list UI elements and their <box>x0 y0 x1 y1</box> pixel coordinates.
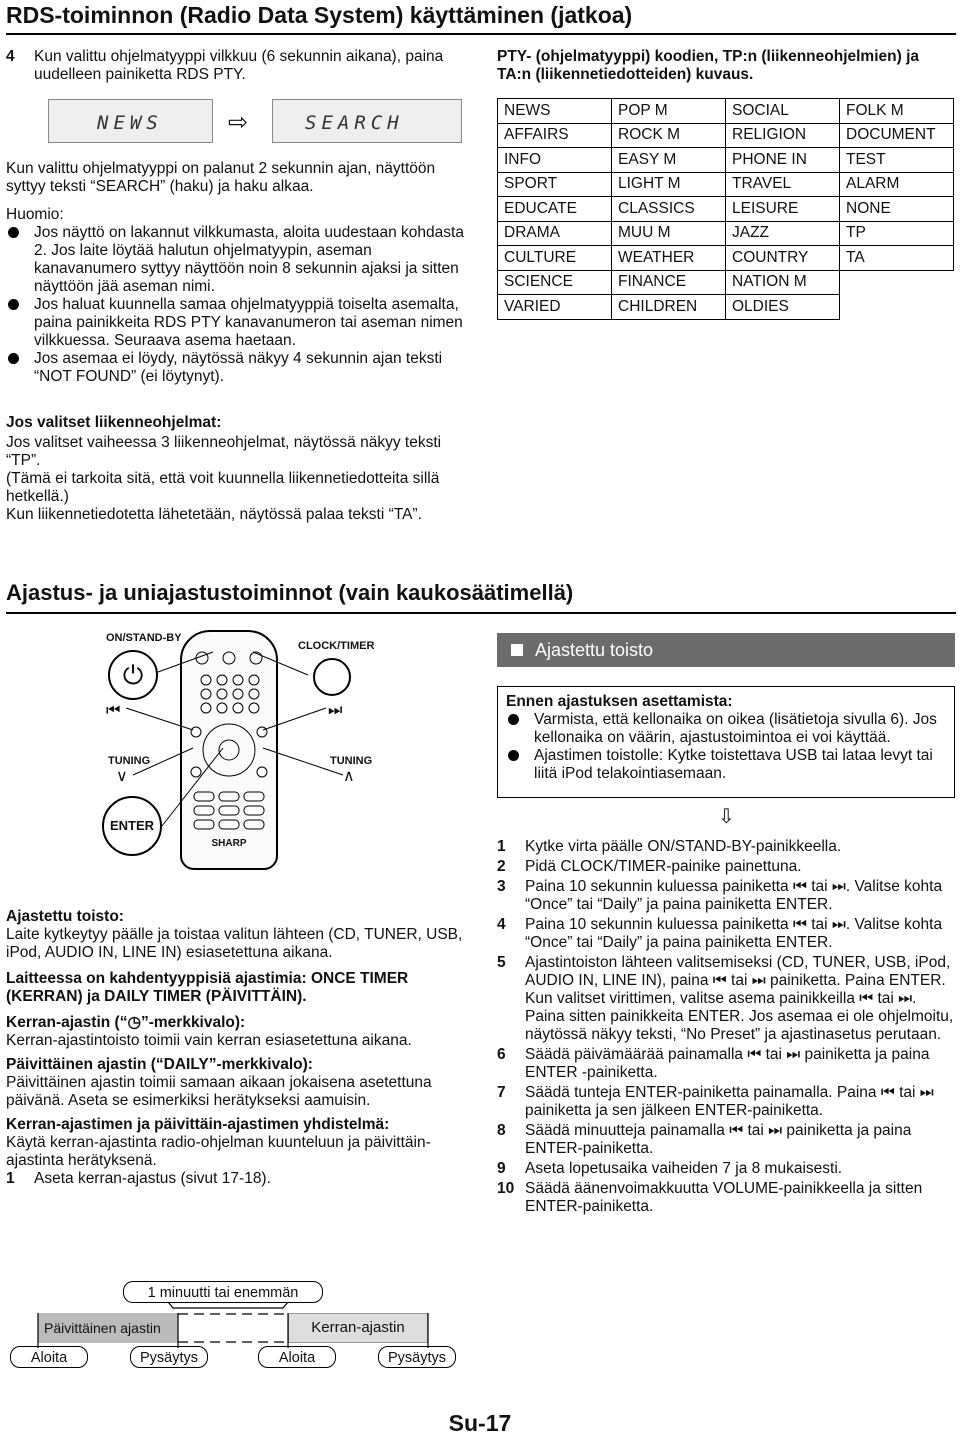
step-text: Kytke virta päälle ON/STAND-BY-painikkeella. <box>525 838 842 855</box>
table-row <box>498 99 954 124</box>
table-cell: AFFAIRS <box>498 123 612 148</box>
table-cell: SPORT <box>498 172 612 197</box>
once-timer-bar: Kerran-ajastin <box>288 1313 428 1343</box>
section-bar-timed-playback: Ajastettu toisto <box>497 633 955 667</box>
arrow-right-icon: ⇨ <box>228 109 249 136</box>
table-cell: OLDIES <box>726 295 840 320</box>
bullet-icon <box>6 350 34 386</box>
table-cell: WEATHER <box>612 246 726 271</box>
page-title: RDS-toiminnon (Radio Data System) käyttäminen (jatkoa) <box>6 2 956 35</box>
bullet-icon <box>6 296 34 350</box>
table-cell: SOCIAL <box>726 99 840 124</box>
step-text: Säädä päivämäärää painamalla ⏮ tai ⏭ painiketta ja paina ENTER -painiketta. <box>525 1046 930 1081</box>
step-number: 4 <box>497 916 506 933</box>
table-cell <box>840 295 954 320</box>
table-row <box>498 221 954 246</box>
step-item <box>497 878 955 914</box>
bullet-icon <box>6 224 34 296</box>
table-cell: TA <box>840 246 954 271</box>
table-cell: LEISURE <box>726 197 840 222</box>
table-row <box>498 197 954 222</box>
table-row <box>498 270 954 295</box>
step-number: 9 <box>497 1160 506 1177</box>
table-cell: COUNTRY <box>726 246 840 271</box>
step-text: Paina 10 sekunnin kuluessa painiketta ⏮ tai ⏭. Valitse kohta “Once” tai “Daily” ja paina painiketta ENTER. <box>525 916 943 951</box>
timer-diagram <box>8 1278 458 1373</box>
table-cell: CHILDREN <box>612 295 726 320</box>
step-number: 4 <box>6 48 15 65</box>
step-text: Aseta lopetusaika vaiheiden 7 ja 8 mukaisesti. <box>525 1160 843 1177</box>
step-number: 7 <box>497 1084 506 1101</box>
table-cell: POP M <box>612 99 726 124</box>
table-cell: RELIGION <box>726 123 840 148</box>
table-cell: DOCUMENT <box>840 123 954 148</box>
next-skip-icon: ⏭ <box>328 702 343 719</box>
table-cell: DRAMA <box>498 221 612 246</box>
table-cell: NATION M <box>726 270 840 295</box>
traffic-text: Jos valitset vaiheessa 3 liikenneohjelmat, näytössä näkyy teksti “TP”. (Tämä ei tarkoita sitä, että voit kuunnella liikennetiedotteita sillä hetkellä.) Kun liikennetiedotetta lähetetään, näytössä palaa teksti “TA”. <box>6 434 442 523</box>
enter-button[interactable]: ENTER <box>102 796 162 856</box>
arrow-down-icon: ⇩ <box>718 806 735 828</box>
table-cell: TEST <box>840 148 954 173</box>
table-row <box>498 148 954 173</box>
table-cell: EASY M <box>612 148 726 173</box>
chevron-down-icon: ∨ <box>116 768 128 785</box>
step-text: Kun valittu ohjelmatyyppi vilkkuu (6 sekunnin aikana), paina uudelleen painiketta RDS PTY. <box>34 48 444 83</box>
step-item <box>497 916 955 952</box>
start-label-2: Aloita <box>258 1346 336 1368</box>
step-item <box>497 838 955 856</box>
lcd-display-news: NEWS <box>48 99 213 143</box>
table-cell: ROCK M <box>612 123 726 148</box>
list-item: Varmista, että kellonaika on oikea (lisätietoja sivulla 6). Jos kellonaika on väärin, ajastustoimintoa ei voi käyttää. <box>506 711 946 747</box>
step-item <box>497 1180 955 1216</box>
before-title: Ennen ajastuksen asettamista: <box>506 693 733 710</box>
table-cell: INFO <box>498 148 612 173</box>
traffic-title: Jos valitset liikenneohjelmat: <box>6 414 222 431</box>
step-item <box>497 1160 955 1178</box>
tuning-up-label: TUNING <box>330 755 373 767</box>
pty-table <box>497 98 954 320</box>
note-title: Huomio: <box>6 206 64 223</box>
table-row <box>498 246 954 271</box>
step-item <box>497 1084 955 1120</box>
step-item <box>497 1122 955 1158</box>
list-item: 1 Aseta kerran-ajastus (sivut 17-18). <box>6 1170 271 1187</box>
table-cell: FINANCE <box>612 270 726 295</box>
step-number: 2 <box>497 858 506 875</box>
step-text: Säädä tunteja ENTER-painiketta painamalla. Paina ⏮ tai ⏭ painiketta ja sen jälkeen ENTER-painiketta. <box>525 1084 934 1119</box>
step-text: Pidä CLOCK/TIMER-painike painettuna. <box>525 858 802 875</box>
table-cell: VARIED <box>498 295 612 320</box>
on-standby-label: ON/STAND-BY <box>106 632 182 644</box>
stop-label-2: Pysäytys <box>378 1346 456 1368</box>
list-item: Jos asemaa ei löydy, näytössä näkyy 4 sekunnin ajan teksti “NOT FOUND” (ei löytynyt). <box>6 350 464 386</box>
step-item <box>497 858 955 876</box>
table-cell: LIGHT M <box>612 172 726 197</box>
timer-steps <box>497 838 955 1218</box>
step-number: 3 <box>497 878 506 895</box>
rds-step-4 <box>6 48 464 84</box>
remote-illustration <box>8 630 380 880</box>
square-icon <box>511 644 523 656</box>
step-number: 6 <box>497 1046 506 1063</box>
list-item: Ajastimen toistolle: Kytke toistettava USB tai lataa levyt tai liitä iPod telakointiasemaan. <box>506 747 946 783</box>
table-cell: NEWS <box>498 99 612 124</box>
step-number: 8 <box>497 1122 506 1139</box>
timer-left-text: Ajastettu toisto: Laite kytkeytyy päälle ja toistaa valitun lähteen (CD, TUNER, USB, iPod, AUDIO IN, LINE IN) esiasetettuna aikana. Laitteessa on kahdentyyppisiä ajastimia: ONCE TIMER (KERRAN) ja DAILY TIMER (PÄIVITTÄIN). Kerran-ajastin (“◷”-merkkivalo): Kerran-ajastintoisto toimii vain kerran esiasetettuna aikana. Päivittäinen ajastin (“DAILY”-merkkivalo): Päivittäinen ajastin toimii samaan aikaan jokaisena asetettuna päivänä. Aseta se esimerkiksi herätykseksi aamuisin. Kerran-ajastimen ja päivittäin-ajastimen yhdistelmä: Käytä kerran-ajastinta radio-ohjelman kuunteluun ja päivittäin-ajastinta herätyksenä. 1 Aseta kerran-ajastus (sivut 17-18). <box>6 908 463 1187</box>
table-cell: CLASSICS <box>612 197 726 222</box>
page-number: Su-17 <box>448 1410 512 1436</box>
bullet-icon <box>506 711 534 747</box>
step-number: 10 <box>497 1180 515 1197</box>
table-row <box>498 123 954 148</box>
table-row <box>498 295 954 320</box>
step-item <box>497 954 955 1044</box>
table-cell: EDUCATE <box>498 197 612 222</box>
step-text: Säädä äänenvoimakkuutta VOLUME-painikkeella ja sitten ENTER-painiketta. <box>525 1180 923 1215</box>
lcd-display-search: SEARCH <box>272 99 462 143</box>
table-cell: JAZZ <box>726 221 840 246</box>
step-text: Paina 10 sekunnin kuluessa painiketta ⏮ tai ⏭. Valitse kohta “Once” tai “Daily” ja paina painiketta ENTER. <box>525 878 943 913</box>
table-cell: TRAVEL <box>726 172 840 197</box>
table-row <box>498 172 954 197</box>
table-cell <box>840 270 954 295</box>
prev-skip-icon: ⏮ <box>106 702 121 719</box>
step-text: Ajastintoiston lähteen valitsemiseksi (CD, TUNER, USB, iPod, AUDIO IN, LINE IN), paina ⏮ tai ⏭ painiketta. Paina ENTER. Kun valitset virittimen, valitse asema painikkeilla ⏮ tai ⏭. Paina sitten painikkeita ENTER. Jos asemaa ei ole ohjelmoitu, näytössä näkyy teksti, “No Preset” ja ajastinasetus perutaan. <box>525 954 954 1043</box>
table-cell: PHONE IN <box>726 148 840 173</box>
brand-logo: SHARP <box>211 838 247 849</box>
table-cell: CULTURE <box>498 246 612 271</box>
minute-label: 1 minuutti tai enemmän <box>123 1281 323 1303</box>
step-number: 1 <box>497 838 506 855</box>
before-setting-box <box>497 686 955 798</box>
pty-heading: PTY- (ohjelmatyyppi) koodien, TP:n (liikenneohjelmien) ja TA:n (liikennetiedotteiden) kuvaus. <box>497 48 919 83</box>
list-item: Jos näyttö on lakannut vilkkumasta, aloita uudestaan kohdasta 2. Jos laite löytää halutun ohjelmatyypin, aseman kanavanumero syttyy näyttöön noin 8 sekunnin ajaksi ja sitten näyttöön jää aseman nimi. <box>6 224 464 296</box>
step-number: 5 <box>497 954 506 971</box>
clock-timer-label: CLOCK/TIMER <box>298 640 375 652</box>
step-item <box>497 1046 955 1082</box>
bullet-icon <box>506 747 534 783</box>
table-cell: TP <box>840 221 954 246</box>
step-text: Säädä minuutteja painamalla ⏮ tai ⏭ painiketta ja paina ENTER-painiketta. <box>525 1122 912 1157</box>
note-bullets <box>6 224 464 386</box>
remote-callout-lines <box>8 630 380 880</box>
power-icon: ⏻ <box>122 660 144 690</box>
list-item: Jos haluat kuunnella samaa ohjelmatyyppiä toiselta asemalta, paina painikkeita RDS PTY kanavanumeron tai aseman nimen vilkkuessa. Seuraava asema haetaan. <box>6 296 464 350</box>
tuning-down-label: TUNING <box>108 755 151 767</box>
chevron-up-icon: ∧ <box>343 768 355 785</box>
stop-label-1: Pysäytys <box>130 1346 208 1368</box>
start-label-1: Aloita <box>10 1346 88 1368</box>
rds-after-text: Kun valittu ohjelmatyyppi on palanut 2 sekunnin ajan, näyttöön syttyy teksti “SEARCH” (haku) ja haku alkaa. <box>6 160 436 195</box>
table-cell: ALARM <box>840 172 954 197</box>
timer-heading: Ajastus- ja uniajastustoiminnot (vain kaukosäätimellä) <box>6 580 956 614</box>
table-cell: FOLK M <box>840 99 954 124</box>
table-cell: NONE <box>840 197 954 222</box>
daily-timer-bar: Päivittäinen ajastin <box>38 1313 178 1343</box>
table-cell: SCIENCE <box>498 270 612 295</box>
table-cell: MUU M <box>612 221 726 246</box>
